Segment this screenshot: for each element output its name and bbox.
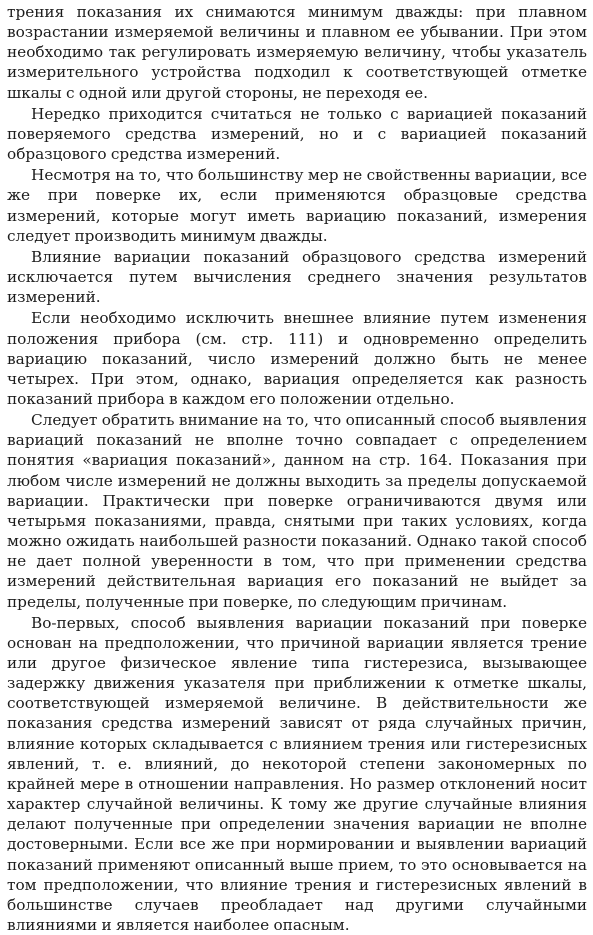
paragraph-2: Нередко приходится считаться не только с вариацией показаний поверяемого средства измерений, но и с вариацией показаний образцового средства измерений. xyxy=(7,104,587,164)
paragraph-3: Несмотря на то, что большинству мер не свойственны вариации, все же при поверке их, если применяются образцовые средства измерений, которые могут иметь вариацию показаний, измерения следует производить минимум дважды. xyxy=(7,166,587,245)
paragraph-7: Во-первых, способ выявления вариации показаний при поверке основан на предположении, что причиной вариации является трение или другое физическое явление типа гистерезиса, вызывающее задержку движения указателя при приближении к отметке шкалы, соответствующей измеряемой величине. В действительности же показания средства измерений зависят от ряда случайных причин, влияние которых складывается с влиянием трения или гистерезисных явлений, т. е. влияний, до некоторой степени закономерных по крайней мере в отношении направления. Но размер отклонений носит характер случайной величины. К тому же другие случайные влияния делают полученные при определении значения вариации не вполне достоверными. Если все же при нормировании и выявлении вариаций показаний применяют описанный выше прием, то это основывается на том предположении, что влияние трения и гистерезисных явлений в большинстве случаев преобладает над другими случайными влияниями и является наиболее опасным. xyxy=(7,613,587,935)
paragraph-5: Если необходимо исключить внешнее влияние путем изменения положения прибора (см. стр. 111) и одновременно определить вариацию показаний, число измерений должно быть не менее четырех. При этом, однако, вариация определяется как разность показаний прибора в каждом его положении отдельно. xyxy=(7,309,587,408)
paragraph-6: Следует обратить внимание на то, что описанный способ выявления вариаций показаний не вполне точно совпадает с определением понятия «вариация показаний», данном на стр. 164. Показания при любом числе измерений не должны выходить за пределы допускаемой вариации. Практически при поверке ограничиваются двумя или четырьмя показаниями, правда, снятыми при таких условиях, когда можно ожидать наибольшей разности показаний. Однако такой способ не дает полной уверенности в том, что при применении средства измерений действительная вариация его показаний не выйдет за пределы, полученные при поверке, по следующим причинам. xyxy=(7,411,587,611)
paragraph-1: трения показания их снимаются минимум дважды: при плавном возрастании измеряемой величины и плавном ее убывании. При этом необходимо так регулировать измеряемую величину, чтобы указатель измерительного устройства подходил к соответствующей отметке шкалы с одной или другой стороны, не переходя ее. xyxy=(7,3,587,102)
paragraph-4: Влияние вариации показаний образцового средства измерений исключается путем вычисления среднего значения результатов измерений. xyxy=(7,247,587,307)
